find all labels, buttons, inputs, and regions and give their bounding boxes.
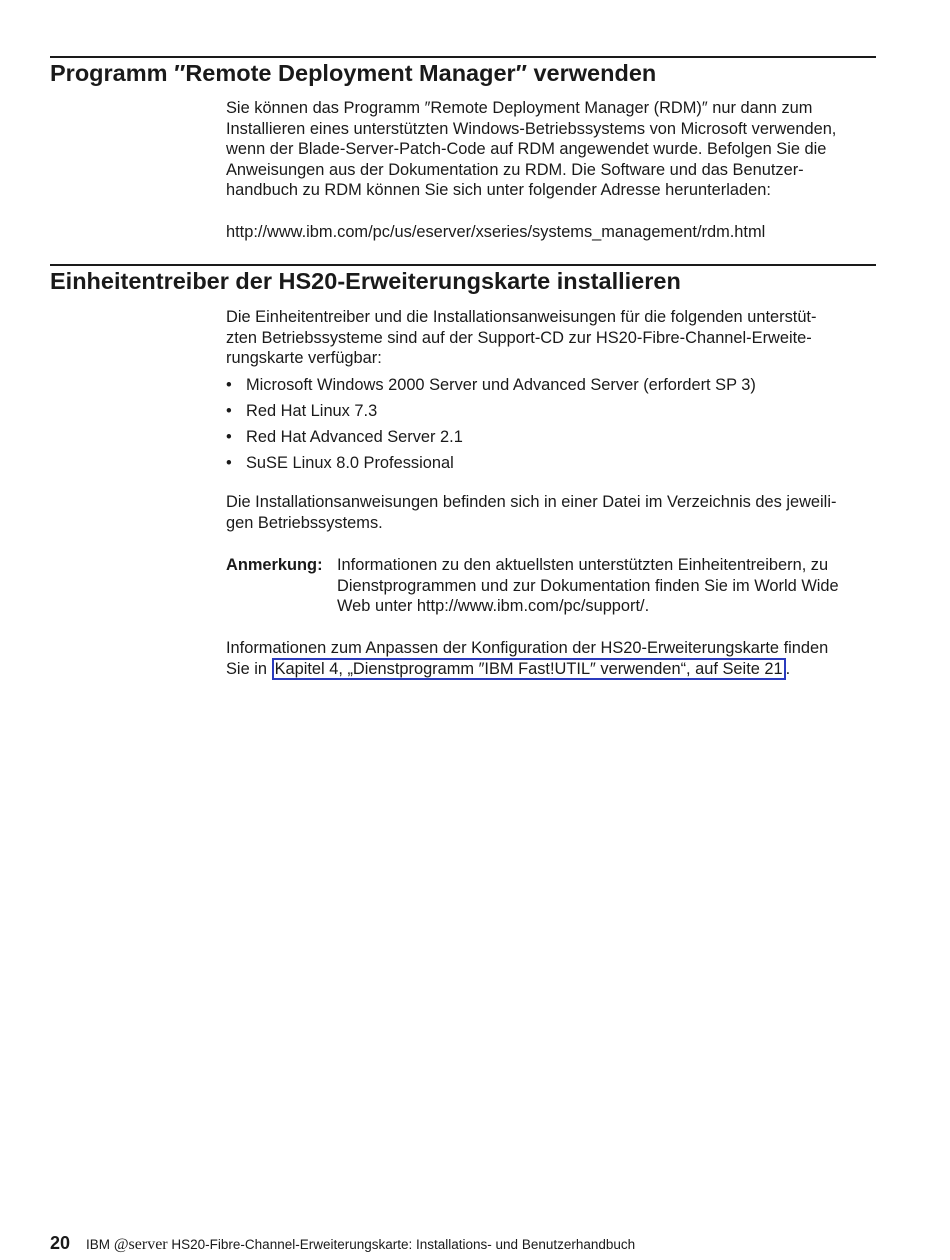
config-suffix: . bbox=[785, 659, 791, 678]
intro-line: zten Betriebssysteme sind auf der Support-CD zur HS20-Fibre-Channel-Erweite- bbox=[226, 328, 812, 347]
note-line: Dienstprogrammen und zur Dokumentation finden Sie im World Wide bbox=[337, 576, 839, 595]
bullet-icon: • bbox=[226, 454, 232, 472]
section-divider bbox=[50, 264, 876, 266]
rdm-paragraph bbox=[226, 98, 876, 201]
config-line bbox=[226, 659, 876, 680]
drivers-intro bbox=[226, 307, 876, 369]
footer-brand: IBM bbox=[86, 1237, 111, 1252]
list-item bbox=[226, 401, 876, 427]
bullet-icon: • bbox=[226, 376, 232, 394]
list-item-text: Microsoft Windows 2000 Server und Advanced Server (erfordert SP 3) bbox=[246, 376, 756, 394]
intro-line: Die Einheitentreiber und die Installationsanweisungen für die folgenden unterstüt- bbox=[226, 308, 817, 326]
section-heading-drivers: Einheitentreiber der HS20-Erweiterungskarte installieren bbox=[50, 268, 681, 294]
section-heading-rdm: Programm ″Remote Deployment Manager″ verwenden bbox=[50, 60, 657, 86]
note-text bbox=[337, 555, 876, 617]
rdm-line: wenn der Blade-Server-Patch-Code auf RDM angewendet wurde. Befolgen Sie die bbox=[226, 140, 827, 159]
footer-title: HS20-Fibre-Channel-Erweiterungskarte: Installations- und Benutzerhandbuch bbox=[171, 1237, 636, 1252]
config-paragraph bbox=[226, 638, 876, 679]
rdm-line: Installieren eines unterstützten Windows-Betriebssystems von Microsoft verwenden, bbox=[226, 119, 837, 138]
list-item-text: SuSE Linux 8.0 Professional bbox=[246, 454, 454, 472]
bullet-icon: • bbox=[226, 428, 232, 446]
bullet-icon: • bbox=[226, 402, 232, 420]
rdm-url[interactable]: http://www.ibm.com/pc/us/eserver/xseries/systems_management/rdm.html bbox=[226, 223, 766, 241]
rdm-line: Anweisungen aus der Dokumentation zu RDM. Die Software und das Benutzer- bbox=[226, 160, 804, 179]
config-prefix: Sie in bbox=[226, 659, 272, 678]
os-list bbox=[226, 375, 876, 479]
eserver-logo: @server bbox=[113, 1236, 168, 1253]
install-line: Die Installationsanweisungen befinden sich in einer Datei im Verzeichnis des jeweili- bbox=[226, 493, 837, 511]
rdm-line: handbuch zu RDM können Sie sich unter folgender Adresse herunterladen: bbox=[226, 181, 771, 200]
install-paragraph bbox=[226, 492, 876, 533]
section-divider bbox=[50, 56, 876, 58]
note-line: Web unter http://www.ibm.com/pc/support/. bbox=[337, 597, 650, 616]
note-block bbox=[226, 555, 876, 617]
page-number: 20 bbox=[50, 1233, 71, 1253]
note-line: Informationen zu den aktuellsten unterstützten Einheitentreibern, zu bbox=[337, 556, 829, 574]
rdm-line: Sie können das Programm ″Remote Deployment Manager (RDM)″ nur dann zum bbox=[226, 99, 813, 117]
note-label: Anmerkung: bbox=[226, 556, 323, 574]
page-footer bbox=[50, 1233, 635, 1254]
list-item bbox=[226, 375, 876, 401]
list-item bbox=[226, 427, 876, 453]
config-line: Informationen zum Anpassen der Konfiguration der HS20-Erweiterungskarte finden bbox=[226, 639, 829, 657]
list-item bbox=[226, 453, 876, 479]
install-line: gen Betriebssystems. bbox=[226, 513, 383, 532]
intro-line: rungskarte verfügbar: bbox=[226, 349, 382, 368]
list-item-text: Red Hat Advanced Server 2.1 bbox=[246, 428, 463, 446]
chapter-4-link[interactable]: Kapitel 4, „Dienstprogramm ″IBM Fast!UTIL″ verwenden“, auf Seite 21 bbox=[272, 658, 786, 680]
list-item-text: Red Hat Linux 7.3 bbox=[246, 402, 378, 420]
